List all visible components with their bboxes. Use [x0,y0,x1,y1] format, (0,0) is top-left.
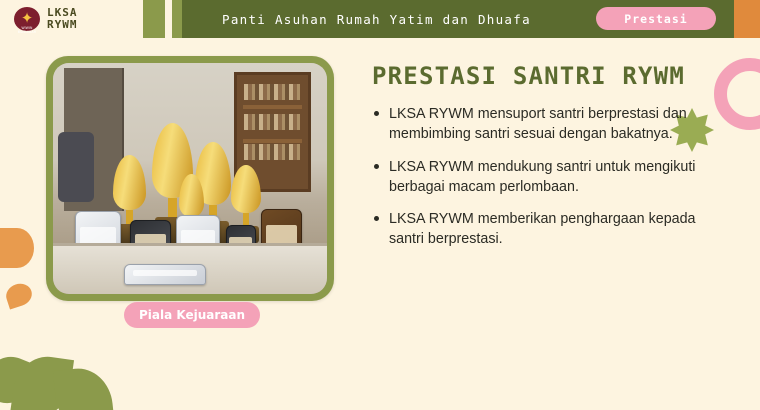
header-bar [0,0,760,38]
trophy-photo [53,63,327,294]
orange-header-accent [734,0,760,38]
header-band-gap [165,0,172,38]
header-band-1 [143,0,165,38]
list-item: LKSA RYWM mendukung santri untuk mengikuti berbagai macam perlombaan. [372,157,732,198]
bullet-list [372,104,732,250]
green-leaf-decoration-right [53,365,115,410]
logo-subtitle: WIWIN MUSLIMAH [17,26,37,34]
logo-wordmark: LKSA RYWM [47,6,78,31]
page-title: Panti Asuhan Rumah Yatim dan Dhuafa [222,11,531,27]
content-area [372,62,732,262]
section-heading: PRESTASI SANTRI RYWM [372,62,685,90]
list-item: LKSA RYWM memberikan penghargaan kepada santri berprestasi. [372,209,732,250]
header-band-2 [172,0,182,38]
orange-dot-decoration [3,281,35,310]
photo-caption: Piala Kejuaraan [124,302,260,328]
brand-area [0,0,143,38]
header-title-bar [182,0,760,38]
list-item: LKSA RYWM mensuport santri berprestasi dan membimbing santri sesuai dengan bakatnya. [372,104,732,145]
logo-icon: ✦ WIWIN MUSLIMAH [14,5,40,33]
photo-card [46,56,334,301]
orange-leaf-decoration [0,228,34,268]
status-badge: Prestasi [596,7,716,30]
